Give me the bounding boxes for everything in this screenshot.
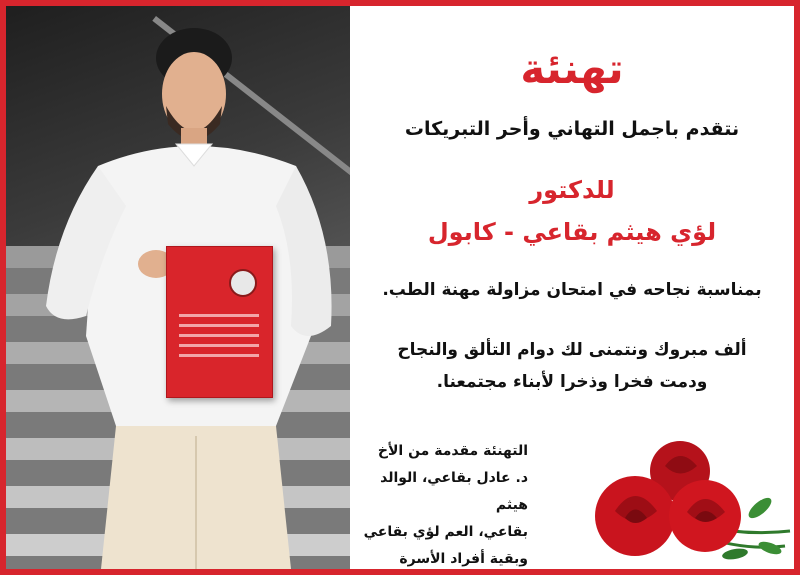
occasion-line: بمناسبة نجاحه في امتحان مزاولة مهنة الطب.	[382, 280, 762, 300]
certificate-text-lines	[179, 307, 259, 364]
from-line: وبقية أفراد الأسرة	[399, 551, 528, 567]
wish-line-2: ودمت فخرا وذخرا لأبناء مجتمعنا.	[436, 372, 708, 392]
wish-line-1: ألف مبروك ونتمنى لك دوام التألق والنجاح	[397, 340, 747, 360]
message-panel	[350, 6, 794, 569]
graduate-photo	[6, 6, 350, 569]
red-roses-illustration	[585, 436, 795, 566]
from-line: د. عادل بقاعي، الوالد هيثم	[380, 470, 528, 513]
recipient-name: لؤي هيثم بقاعي - كابول	[427, 218, 717, 246]
intro-line: نتقدم باجمل التهاني وأحر التبريكات	[404, 118, 740, 140]
from-block	[358, 438, 528, 573]
certificate-booklet	[166, 246, 273, 398]
card-title: تهنئة	[520, 44, 624, 93]
certificate-seal-icon	[229, 269, 257, 297]
recipient-prefix: للدكتور	[529, 176, 615, 204]
from-line: التهنئة مقدمة من الأخ	[377, 443, 528, 459]
from-line: بقاعي، العم لؤي بقاعي	[363, 524, 528, 540]
